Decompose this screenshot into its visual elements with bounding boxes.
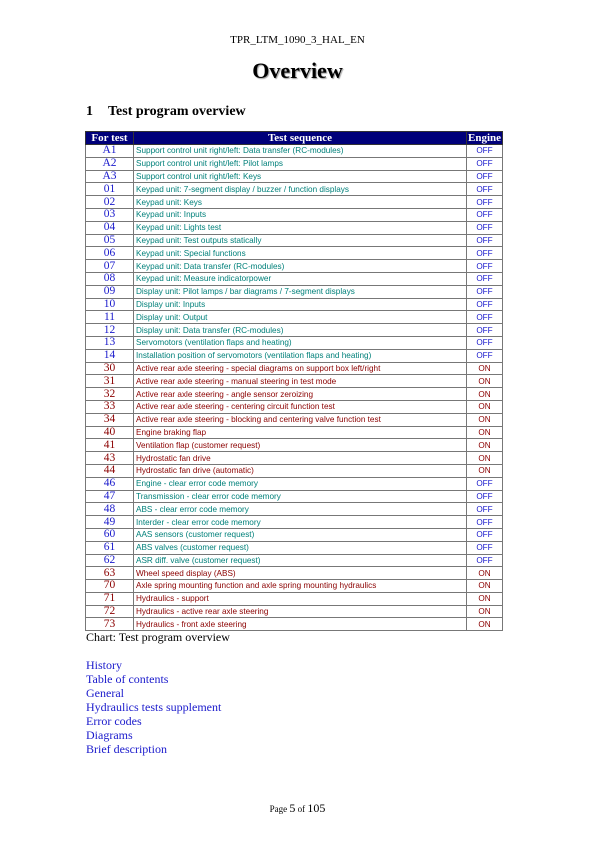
engine-state-cell: ON xyxy=(467,426,503,439)
engine-state-cell: OFF xyxy=(467,183,503,196)
engine-state-cell: OFF xyxy=(467,234,503,247)
table-row xyxy=(86,234,503,247)
table-row xyxy=(86,311,503,324)
link-general[interactable]: General xyxy=(86,686,124,700)
test-id-cell: 44 xyxy=(86,464,134,477)
test-sequence-cell: Servomotors (ventilation flaps and heating) xyxy=(134,336,467,349)
test-sequence-cell: Transmission - clear error code memory xyxy=(134,490,467,503)
test-sequence-cell: Engine braking flap xyxy=(134,426,467,439)
table-row xyxy=(86,183,503,196)
test-sequence-cell: Hydraulics - active rear axle steering xyxy=(134,605,467,618)
table-row xyxy=(86,362,503,375)
test-sequence-cell: Installation position of servomotors (ventilation flaps and heating) xyxy=(134,349,467,362)
test-id-cell: 01 xyxy=(86,183,134,196)
table-row xyxy=(86,528,503,541)
test-id-cell: 43 xyxy=(86,452,134,465)
section-heading xyxy=(86,104,246,120)
test-id-cell: 14 xyxy=(86,349,134,362)
test-id-cell: A3 xyxy=(86,170,134,183)
engine-state-cell: OFF xyxy=(467,157,503,170)
table-row xyxy=(86,208,503,221)
test-sequence-cell: ABS valves (customer request) xyxy=(134,541,467,554)
test-id-cell: 62 xyxy=(86,554,134,567)
page-total: 105 xyxy=(307,801,326,815)
engine-state-cell: ON xyxy=(467,464,503,477)
page-title: Overview xyxy=(252,58,343,83)
link-table-of-contents[interactable]: Table of contents xyxy=(86,672,169,686)
test-sequence-cell: Active rear axle steering - centering circuit function test xyxy=(134,400,467,413)
section-number: 1 xyxy=(86,104,93,119)
table-row xyxy=(86,298,503,311)
page-footer xyxy=(0,801,595,816)
test-sequence-cell: Support control unit right/left: Keys xyxy=(134,170,467,183)
navigation-links xyxy=(86,658,221,756)
test-sequence-cell: Ventilation flap (customer request) xyxy=(134,439,467,452)
page-label: Page xyxy=(269,804,288,814)
engine-state-cell: OFF xyxy=(467,298,503,311)
table-row xyxy=(86,170,503,183)
table-row xyxy=(86,503,503,516)
section-title: Test program overview xyxy=(108,104,246,119)
test-sequence-cell: Display unit: Pilot lamps / bar diagrams / 7-segment displays xyxy=(134,285,467,298)
table-row xyxy=(86,464,503,477)
engine-state-cell: ON xyxy=(467,605,503,618)
test-sequence-cell: Keypad unit: Measure indicatorpower xyxy=(134,272,467,285)
test-sequence-cell: AAS sensors (customer request) xyxy=(134,528,467,541)
table-row xyxy=(86,618,503,631)
engine-state-cell: ON xyxy=(467,580,503,593)
test-id-cell: 09 xyxy=(86,285,134,298)
table-row xyxy=(86,490,503,503)
table-header-row xyxy=(86,132,503,145)
table-row xyxy=(86,196,503,209)
table-row xyxy=(86,516,503,529)
table-row xyxy=(86,349,503,362)
table-row xyxy=(86,336,503,349)
table-row xyxy=(86,413,503,426)
engine-state-cell: OFF xyxy=(467,247,503,260)
test-sequence-cell: Support control unit right/left: Data transfer (RC-modules) xyxy=(134,145,467,158)
engine-state-cell: OFF xyxy=(467,285,503,298)
engine-state-cell: OFF xyxy=(467,208,503,221)
engine-state-cell: ON xyxy=(467,388,503,401)
table-row xyxy=(86,541,503,554)
table-row xyxy=(86,400,503,413)
test-sequence-cell: Hydrostatic fan drive (automatic) xyxy=(134,464,467,477)
table-row xyxy=(86,554,503,567)
table-row xyxy=(86,145,503,158)
test-id-cell: 06 xyxy=(86,247,134,260)
table-row xyxy=(86,324,503,337)
test-id-cell: 12 xyxy=(86,324,134,337)
test-id-cell: 08 xyxy=(86,272,134,285)
test-sequence-cell: Active rear axle steering - angle sensor zeroizing xyxy=(134,388,467,401)
link-error-codes[interactable]: Error codes xyxy=(86,714,142,728)
engine-state-cell: OFF xyxy=(467,528,503,541)
table-row xyxy=(86,285,503,298)
test-sequence-cell: Keypad unit: Special functions xyxy=(134,247,467,260)
test-sequence-cell: Support control unit right/left: Pilot lamps xyxy=(134,157,467,170)
link-history[interactable]: History xyxy=(86,658,122,672)
engine-state-cell: OFF xyxy=(467,349,503,362)
engine-state-cell: OFF xyxy=(467,477,503,490)
test-sequence-cell: Display unit: Data transfer (RC-modules) xyxy=(134,324,467,337)
column-header-engine: Engine xyxy=(467,132,501,144)
test-id-cell: 05 xyxy=(86,234,134,247)
test-sequence-cell: Hydraulics - front axle steering xyxy=(134,618,467,631)
engine-state-cell: OFF xyxy=(467,272,503,285)
table-row xyxy=(86,605,503,618)
engine-state-cell: ON xyxy=(467,413,503,426)
engine-state-cell: ON xyxy=(467,452,503,465)
test-id-cell: 49 xyxy=(86,516,134,529)
test-id-cell: 40 xyxy=(86,426,134,439)
link-brief-description[interactable]: Brief description xyxy=(86,742,167,756)
test-id-cell: 07 xyxy=(86,260,134,273)
engine-state-cell: ON xyxy=(467,618,503,631)
test-sequence-cell: Keypad unit: Test outputs statically xyxy=(134,234,467,247)
test-id-cell: 72 xyxy=(86,605,134,618)
engine-state-cell: ON xyxy=(467,592,503,605)
engine-state-cell: ON xyxy=(467,567,503,580)
engine-state-cell: ON xyxy=(467,375,503,388)
test-program-table xyxy=(85,131,503,631)
test-id-cell: 73 xyxy=(86,618,134,631)
test-sequence-cell: Hydrostatic fan drive xyxy=(134,452,467,465)
document-id-header: TPR_LTM_1090_3_HAL_EN xyxy=(230,34,365,46)
test-id-cell: 61 xyxy=(86,541,134,554)
test-id-cell: 11 xyxy=(86,311,134,324)
engine-state-cell: OFF xyxy=(467,554,503,567)
test-id-cell: 41 xyxy=(86,439,134,452)
test-id-cell: 32 xyxy=(86,388,134,401)
test-id-cell: 63 xyxy=(86,567,134,580)
engine-state-cell: OFF xyxy=(467,541,503,554)
engine-state-cell: OFF xyxy=(467,324,503,337)
table-row xyxy=(86,157,503,170)
test-sequence-cell: Interder - clear error code memory xyxy=(134,516,467,529)
test-id-cell: 13 xyxy=(86,336,134,349)
test-id-cell: 48 xyxy=(86,503,134,516)
test-sequence-cell: Display unit: Output xyxy=(134,311,467,324)
table-row xyxy=(86,477,503,490)
test-id-cell: 02 xyxy=(86,196,134,209)
test-id-cell: 47 xyxy=(86,490,134,503)
test-sequence-cell: ABS - clear error code memory xyxy=(134,503,467,516)
table-row xyxy=(86,567,503,580)
page-of: of xyxy=(297,804,306,814)
test-sequence-cell: Keypad unit: Keys xyxy=(134,196,467,209)
table-row xyxy=(86,375,503,388)
table-row xyxy=(86,439,503,452)
test-sequence-cell: Axle spring mounting function and axle spring mounting hydraulics xyxy=(134,580,467,593)
test-id-cell: 71 xyxy=(86,592,134,605)
link-hydraulics-tests-supplement[interactable]: Hydraulics tests supplement xyxy=(86,700,222,714)
test-id-cell: A2 xyxy=(86,157,134,170)
engine-state-cell: OFF xyxy=(467,145,503,158)
engine-state-cell: ON xyxy=(467,362,503,375)
test-id-cell: 10 xyxy=(86,298,134,311)
table-row xyxy=(86,580,503,593)
test-sequence-cell: Wheel speed display (ABS) xyxy=(134,567,467,580)
table-row xyxy=(86,247,503,260)
column-header-test-sequence: Test sequence xyxy=(134,132,467,145)
test-id-cell: 60 xyxy=(86,528,134,541)
engine-state-cell: ON xyxy=(467,439,503,452)
table-row xyxy=(86,260,503,273)
test-sequence-cell: Active rear axle steering - manual steering in test mode xyxy=(134,375,467,388)
test-id-cell: A1 xyxy=(86,145,134,158)
test-sequence-cell: ASR diff. valve (customer request) xyxy=(134,554,467,567)
test-sequence-cell: Keypad unit: Data transfer (RC-modules) xyxy=(134,260,467,273)
test-sequence-cell: Display unit: Inputs xyxy=(134,298,467,311)
table-row xyxy=(86,388,503,401)
engine-state-cell: OFF xyxy=(467,196,503,209)
table-row xyxy=(86,221,503,234)
engine-state-cell: OFF xyxy=(467,503,503,516)
page-current: 5 xyxy=(289,801,296,815)
table-caption: Chart: Test program overview xyxy=(86,630,230,644)
test-sequence-cell: Hydraulics - support xyxy=(134,592,467,605)
test-id-cell: 34 xyxy=(86,413,134,426)
test-sequence-cell: Active rear axle steering - special diagrams on support box left/right xyxy=(134,362,467,375)
test-sequence-cell: Keypad unit: Lights test xyxy=(134,221,467,234)
test-id-cell: 04 xyxy=(86,221,134,234)
engine-state-cell: ON xyxy=(467,400,503,413)
engine-state-cell: OFF xyxy=(467,516,503,529)
engine-state-cell: OFF xyxy=(467,260,503,273)
engine-state-cell: OFF xyxy=(467,221,503,234)
table-row xyxy=(86,272,503,285)
test-id-cell: 30 xyxy=(86,362,134,375)
engine-state-cell: OFF xyxy=(467,490,503,503)
table-row xyxy=(86,592,503,605)
test-id-cell: 03 xyxy=(86,208,134,221)
engine-state-cell: OFF xyxy=(467,311,503,324)
test-id-cell: 46 xyxy=(86,477,134,490)
link-diagrams[interactable]: Diagrams xyxy=(86,728,133,742)
test-sequence-cell: Keypad unit: Inputs xyxy=(134,208,467,221)
test-sequence-cell: Keypad unit: 7-segment display / buzzer / function displays xyxy=(134,183,467,196)
column-header-for-test: For test xyxy=(86,132,134,145)
test-sequence-cell: Engine - clear error code memory xyxy=(134,477,467,490)
table-row xyxy=(86,426,503,439)
table-row xyxy=(86,452,503,465)
engine-state-cell: OFF xyxy=(467,170,503,183)
test-id-cell: 31 xyxy=(86,375,134,388)
engine-state-cell: OFF xyxy=(467,336,503,349)
test-sequence-cell: Active rear axle steering - blocking and centering valve function test xyxy=(134,413,467,426)
test-id-cell: 70 xyxy=(86,580,134,593)
test-id-cell: 33 xyxy=(86,400,134,413)
